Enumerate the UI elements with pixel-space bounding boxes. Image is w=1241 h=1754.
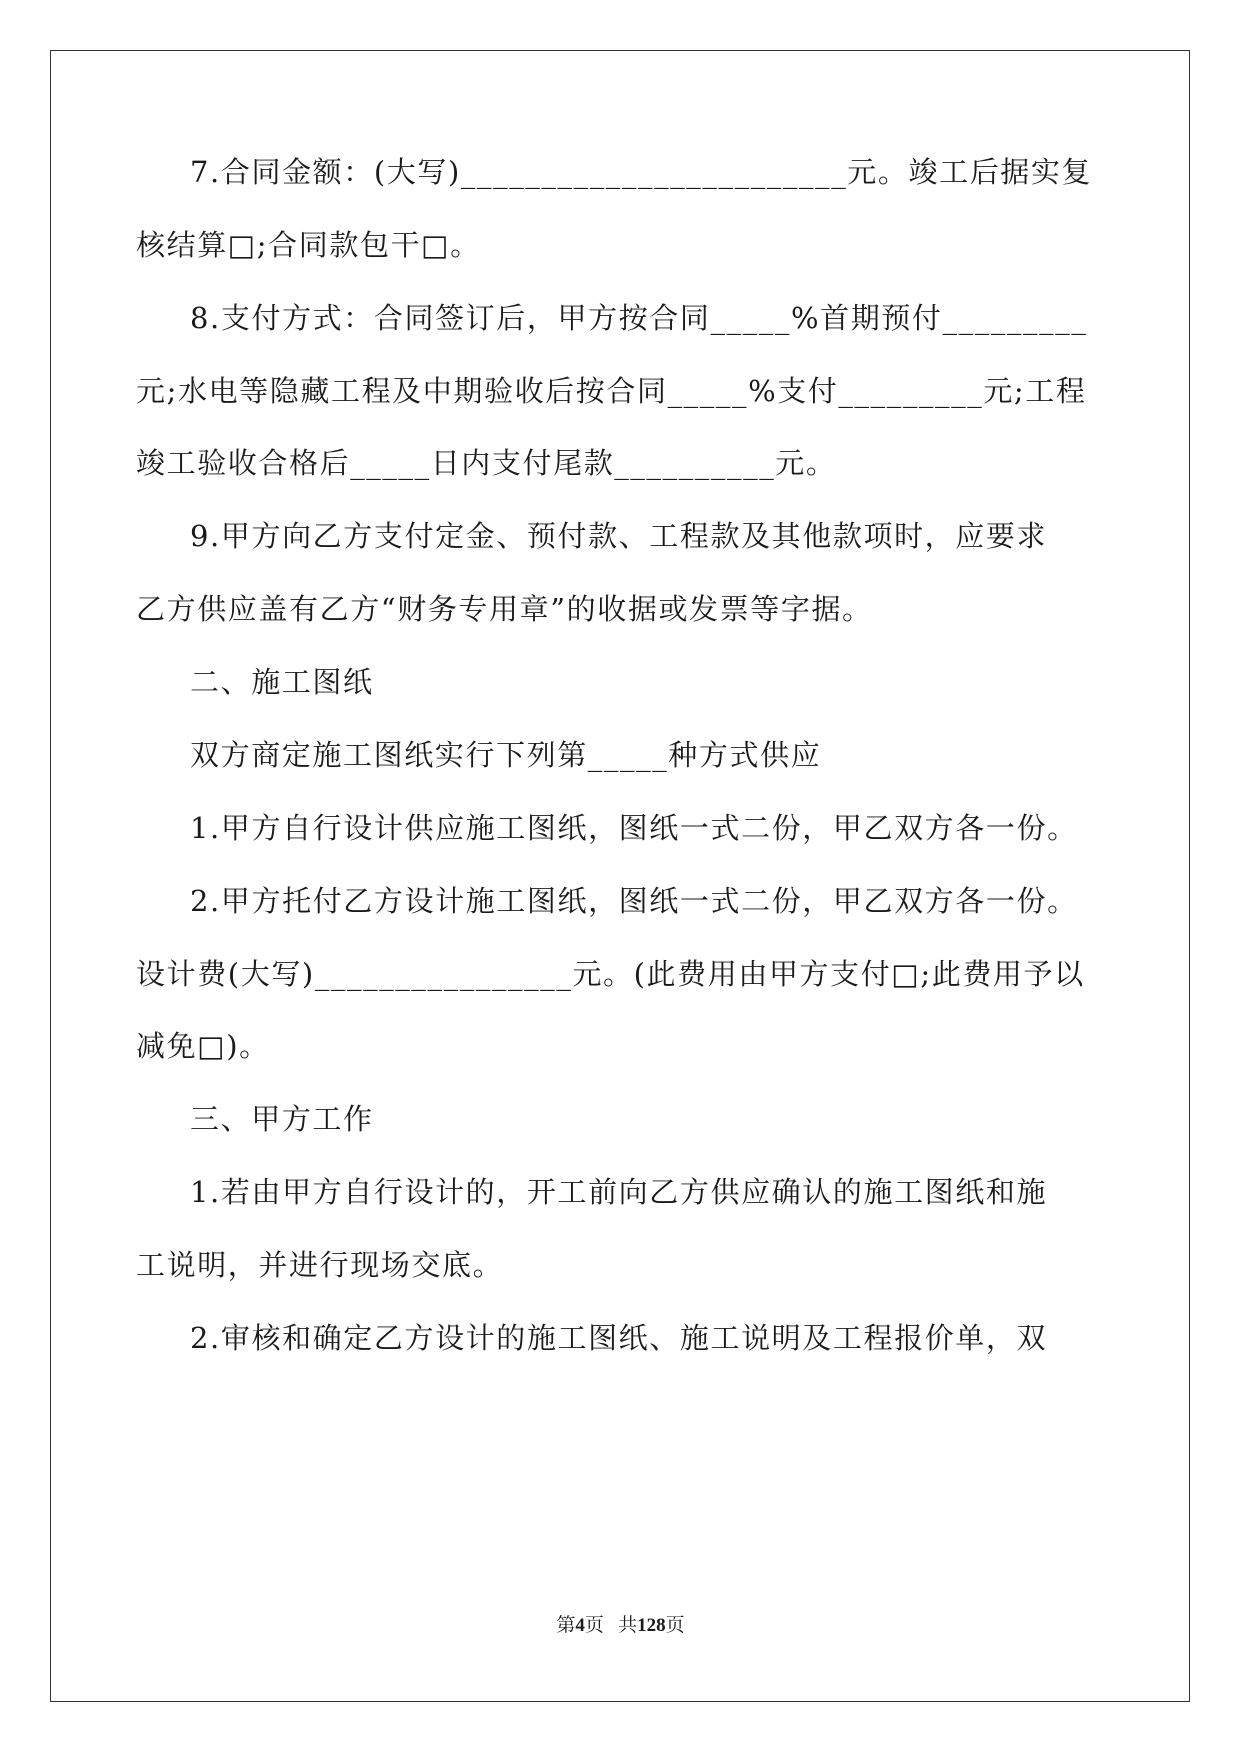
paragraph-line: 设计费(大写)________________元。(此费用由甲方支付□;此费用予以 [136,957,1085,991]
paragraph-line: 1.若由甲方自行设计的，开工前向乙方供应确认的施工图纸和施 [190,1175,1048,1209]
paragraph-line: 双方商定施工图纸实行下列第_____种方式供应 [190,738,822,772]
total-pages: 128 [637,1615,666,1636]
paragraph-line: 乙方供应盖有乙方“财务专用章”的收据或发票等字据。 [136,592,873,626]
paragraph-line: 7.合同金额：(大写)________________________元。竣工后据实复 [190,155,1093,189]
footer-suffix: 页 [665,1615,685,1636]
section-heading: 二、施工图纸 [190,665,374,699]
paragraph-line: 减免□)。 [136,1029,270,1063]
paragraph-line: 8.支付方式：合同签订后，甲方按合同_____%首期预付_________ [190,301,1088,335]
footer-mid: 页 共 [584,1615,638,1636]
page-number: 4 [575,1615,585,1636]
paragraph-line: 竣工验收合格后_____日内支付尾款__________元。 [136,446,837,480]
paragraph-line: 核结算□;合同款包干□。 [136,228,481,262]
footer-prefix: 第 [556,1615,576,1636]
paragraph-line: 2.审核和确定乙方设计的施工图纸、施工说明及工程报价单，双 [190,1321,1048,1355]
paragraph-line: 元;水电等隐藏工程及中期验收后按合同_____%支付_________元;工程 [136,374,1087,408]
paragraph-line: 9.甲方向乙方支付定金、预付款、工程款及其他款项时，应要求 [190,519,1048,553]
section-heading: 三、甲方工作 [190,1102,374,1136]
paragraph-line: 1.甲方自行设计供应施工图纸，图纸一式二份，甲乙双方各一份。 [190,811,1078,845]
paragraph-line: 工说明，并进行现场交底。 [136,1248,504,1282]
page-footer [0,1614,1241,1638]
page-border [50,50,1190,1702]
paragraph-line: 2.甲方托付乙方设计施工图纸，图纸一式二份，甲乙双方各一份。 [190,884,1078,918]
